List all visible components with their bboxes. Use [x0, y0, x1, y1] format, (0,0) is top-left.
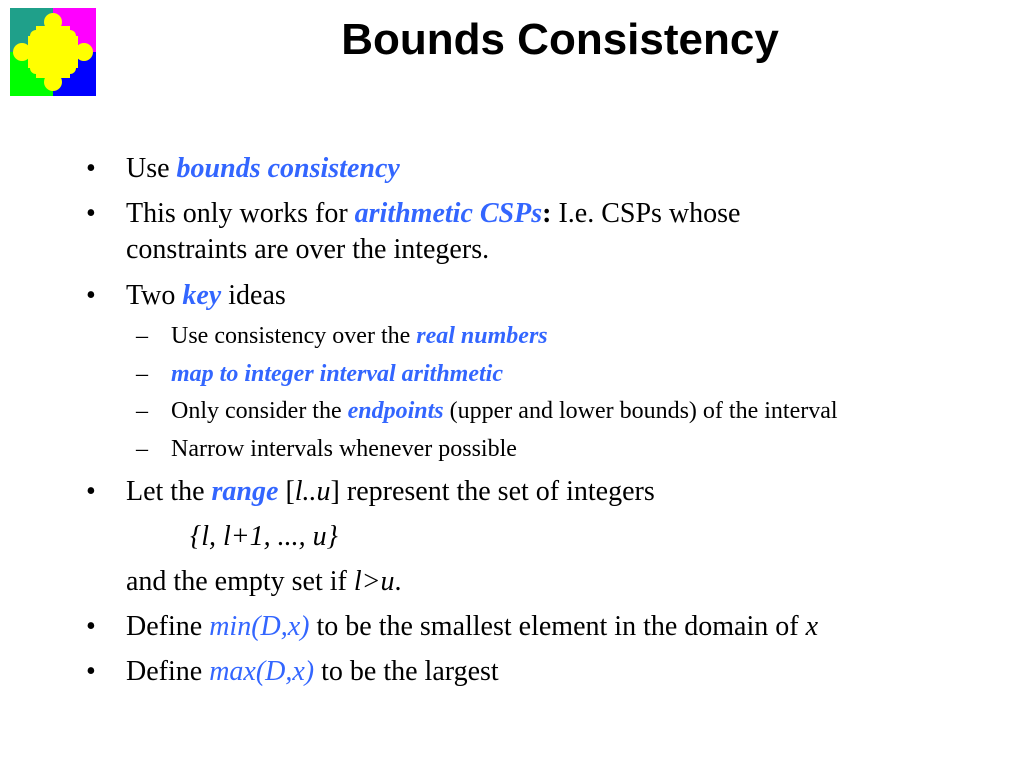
bullet-continuation	[126, 564, 402, 600]
sub-bullet-interval-arithmetic	[171, 359, 503, 389]
sub-bullet-endpoints	[171, 396, 838, 426]
highlight-term: arithmetic CSPs	[354, 198, 543, 229]
bullet-text: ] represent the set of integers	[330, 476, 655, 507]
highlight-term: bounds consistency	[176, 153, 400, 184]
sub-bullet-marker: –	[136, 398, 148, 424]
bullet-marker: •	[86, 198, 96, 229]
bullet-text: Use	[126, 153, 177, 184]
bullet-text: [	[278, 476, 295, 507]
highlight-term: endpoints	[347, 398, 444, 424]
bullet-two-key-ideas	[126, 278, 286, 314]
bullet-colon: :	[542, 198, 552, 229]
highlight-term: map to integer interval arithmetic	[171, 361, 503, 387]
bullet-text: This only works for	[126, 198, 355, 229]
integer-set-expression: {l, l+1, ..., u}	[190, 521, 338, 552]
range-expression: l..u	[294, 476, 331, 507]
bullet-text: Define	[126, 611, 210, 642]
bullet-define-max	[126, 654, 499, 690]
sub-bullet-real-numbers	[171, 321, 548, 351]
bullet-text: to be the smallest element in the domain of	[309, 611, 806, 642]
function-term: min(D,x)	[209, 611, 310, 642]
bullet-text: to be the largest	[314, 656, 499, 687]
variable-x: x	[805, 611, 819, 642]
bullet-continuation: constraints are over the integers.	[126, 234, 490, 265]
bullet-text: Let the	[126, 476, 212, 507]
highlight-term: key	[182, 280, 222, 311]
bullet-marker: •	[86, 476, 96, 507]
bullet-marker: •	[86, 153, 96, 184]
bullet-arithmetic-csps	[126, 196, 740, 232]
bullet-text: and the empty set if	[126, 566, 354, 597]
bullet-range	[126, 474, 655, 510]
bullet-text: ideas	[221, 280, 286, 311]
function-term: max(D,x)	[209, 656, 315, 687]
bullet-use-bounds-consistency	[126, 151, 400, 187]
bullet-marker: •	[86, 280, 96, 311]
sub-bullet-text: Only consider the	[171, 398, 348, 424]
sub-bullet-marker: –	[136, 323, 148, 349]
slide-title: Bounds Consistency	[341, 15, 779, 64]
sub-bullet-marker: –	[136, 361, 148, 387]
empty-set-condition: l>u	[353, 566, 395, 597]
bullet-marker: •	[86, 656, 96, 687]
sub-bullet-marker: –	[136, 436, 148, 462]
sub-bullet-narrow-intervals: Narrow intervals whenever possible	[171, 436, 517, 462]
bullet-text: .	[394, 566, 402, 597]
highlight-term: real numbers	[416, 323, 548, 349]
bullet-text: Two	[126, 280, 183, 311]
bullet-text: Define	[126, 656, 210, 687]
highlight-term: range	[211, 476, 279, 507]
sub-bullet-text: (upper and lower bounds) of the interval	[443, 398, 838, 424]
bullet-marker: •	[86, 611, 96, 642]
bullet-define-min	[126, 609, 818, 645]
sub-bullet-text: Use consistency over the	[171, 323, 417, 349]
bullet-text: I.e. CSPs whose	[551, 198, 741, 229]
